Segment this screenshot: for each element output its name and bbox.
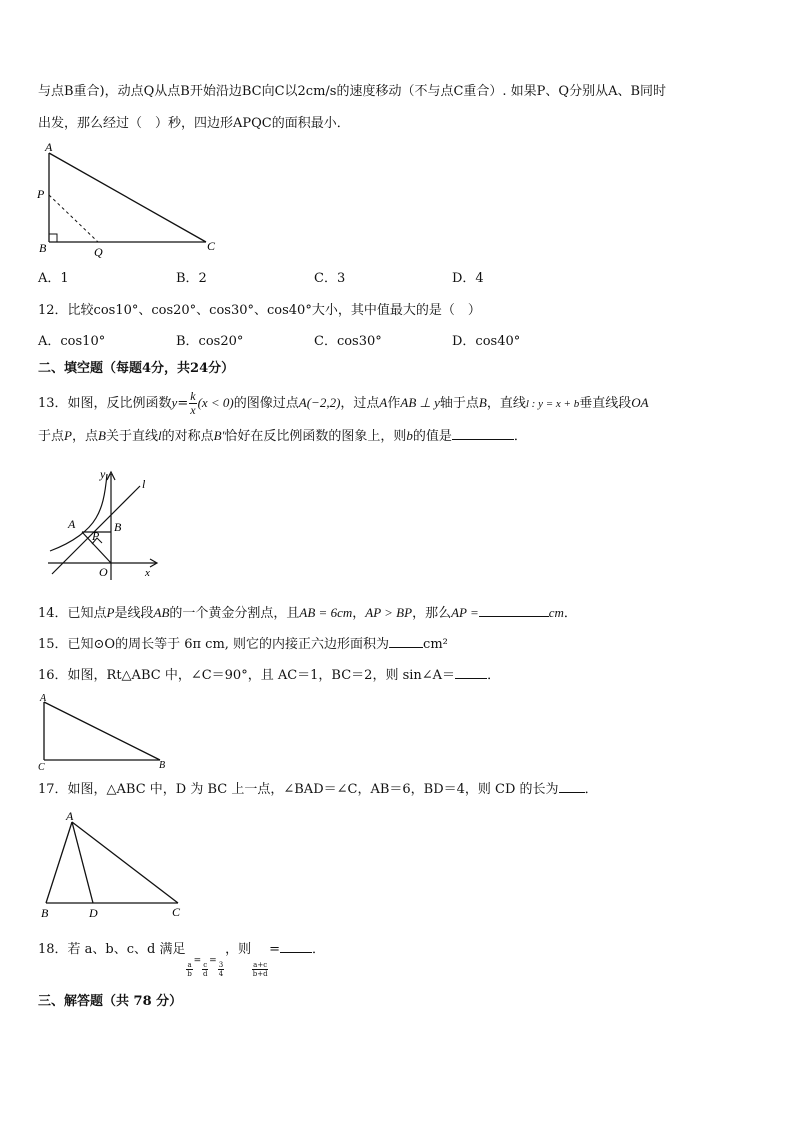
q17-line: [38, 780, 598, 799]
q12-option-d: D．cos40°: [452, 334, 521, 349]
q13-text-14: ．: [513, 429, 527, 444]
q16-line: [38, 666, 500, 685]
q13-text-5: 轴于点: [439, 396, 479, 411]
q13-a: A: [379, 395, 388, 410]
q18-frac-cd-num: c: [203, 961, 208, 969]
q15-text: 15．已知⊙O的周长等于 6π cm, 则它的内接正六边形面积为: [38, 637, 390, 652]
q13-text-3: ，过点: [340, 396, 380, 411]
q18-frac-34: [218, 961, 224, 978]
q16-text: 16．如图，Rt△ABC 中，∠C＝90°，且 AC＝1，BC＝2，则 sin∠A＝: [38, 668, 456, 683]
q18-frac-ab: [186, 961, 192, 978]
q14-cond2: AP > BP: [365, 605, 413, 620]
q16-label-B: B: [159, 760, 166, 771]
q17-answer-blank: [559, 780, 585, 793]
q13-frac-den: x: [190, 403, 196, 417]
q13-l: l: [157, 428, 162, 443]
q18-text-1: 18．若 a、b、c、d 满足: [38, 942, 186, 957]
q13-b-var: b: [406, 428, 413, 443]
q13-text-11: 的对称点: [161, 429, 214, 444]
q18-frac-cd-den: d: [202, 970, 208, 978]
q11-label-C: C: [207, 239, 216, 253]
q18-text-3: =: [269, 942, 281, 957]
q13-text-6: ，直线: [486, 396, 526, 411]
q17-end: ．: [584, 782, 598, 797]
q13-line-eq: l : y = x + b: [525, 398, 580, 410]
q16-figure: [34, 692, 174, 774]
q18-answer-blank: [280, 940, 312, 953]
q14-answer-blank: [479, 604, 549, 617]
q12-option-a: A．cos10°: [38, 334, 106, 349]
q17-label-A: A: [66, 809, 74, 823]
q13-text-12: 恰好在反比例函数的图象上，则: [224, 429, 407, 444]
q17-label-C: C: [172, 905, 181, 919]
q14-ap: AP =: [451, 605, 479, 620]
q13-text-8: 于点: [38, 429, 65, 444]
q15-unit: cm²: [423, 637, 448, 652]
q18-frac-sum-num: a+c: [253, 961, 268, 969]
q17-figure: [36, 808, 186, 920]
q11-line2: 出发，那么经过（ ）秒，四边形APQC的面积最小．: [38, 116, 350, 131]
q13-perp: AB ⊥ y: [400, 395, 440, 410]
q13-text-13: 的值是: [412, 429, 452, 444]
q12-option-c: C．cos30°: [314, 334, 382, 349]
q13-label-y: y: [100, 467, 106, 481]
q18-line: [38, 937, 325, 978]
q12-option-b: B．cos20°: [176, 334, 244, 349]
q13-b2: B: [97, 428, 106, 443]
q18-eq-2: =: [209, 956, 217, 966]
q13-label-B: B: [114, 520, 122, 534]
q14-text-5: ，那么: [412, 606, 452, 621]
q17-label-D: D: [89, 906, 98, 920]
q18-frac-sum: [252, 961, 268, 978]
q15-answer-blank: [389, 635, 423, 648]
q13-label-A: A: [68, 517, 76, 531]
q13-p: P: [64, 428, 72, 443]
q18-end: ．: [312, 942, 326, 957]
q11-figure: [34, 140, 224, 262]
q13-line1: [38, 390, 649, 417]
q13-label-O: O: [99, 565, 108, 579]
q13-label-x: x: [145, 567, 150, 579]
q16-label-C: C: [38, 762, 45, 773]
q13-y: y: [171, 395, 178, 410]
q11-option-c: C．3: [314, 271, 346, 286]
q13-text-7: 垂直线段: [579, 396, 632, 411]
q13-label-l: l: [142, 477, 146, 491]
q16-label-A: A: [40, 693, 47, 704]
q18-eq-1: =: [193, 956, 202, 966]
q17-label-B: B: [41, 906, 49, 920]
q14-text-2: 是线段: [114, 606, 154, 621]
q11-line1: 与点B重合)，动点Q从点B开始沿边BC向C以2cm/s的速度移动（不与点C重合）. 如果P、Q分别从A、B同时: [38, 84, 667, 99]
q16-end: ．: [487, 668, 501, 683]
q13-text-1: 13．如图，反比例函数: [38, 396, 172, 411]
q13-text-2: 的图像过点: [233, 396, 299, 411]
q18-frac-34-num: 3: [218, 961, 224, 969]
q11-label-P: P: [37, 187, 45, 201]
q13-point-a: A(−2,2): [298, 395, 341, 410]
q13-oa: OA: [631, 395, 649, 410]
q13-condition: (x < 0): [197, 395, 234, 410]
q14-ab: AB: [153, 605, 170, 620]
q13-frac-num: k: [190, 389, 196, 403]
q13-label-P: P: [92, 529, 100, 543]
q14-line: [38, 604, 577, 623]
q13-text-9: ，点: [71, 429, 98, 444]
q14-p: P: [106, 605, 115, 620]
q13-line2: [38, 427, 527, 446]
q16-answer-blank: [455, 666, 487, 679]
q18-frac-ab-num: a: [187, 961, 192, 969]
q13-answer-blank: [452, 427, 514, 440]
q14-unit: cm: [548, 605, 564, 620]
q11-option-a: A．1: [38, 271, 69, 286]
q18-text-2: ，则: [225, 942, 252, 957]
q14-end: ．: [563, 606, 577, 621]
q13-fraction: [189, 390, 196, 417]
q11-label-A: A: [45, 140, 53, 154]
q12-stem: 12．比较cos10°、cos20°、cos30°、cos40°大小，其中值最大的是（ ）: [38, 303, 481, 318]
q15-line: [38, 635, 448, 654]
q14-text-1: 14．已知点: [38, 606, 107, 621]
q14-text-4: ，: [352, 606, 366, 621]
q14-text-3: 的一个黄金分割点，且: [169, 606, 300, 621]
q13-bprime: B′: [213, 428, 225, 443]
q14-cond1: AB = 6cm: [299, 605, 353, 620]
q13-text-4: 作: [387, 396, 401, 411]
q17-text: 17．如图，△ABC 中，D 为 BC 上一点，∠BAD＝∠C，AB＝6，BD＝4，则 CD 的长为: [38, 782, 559, 797]
q18-frac-34-den: 4: [218, 970, 224, 978]
section3-title: 三、解答题（共 78 分）: [38, 994, 183, 1009]
q11-option-d: D．4: [452, 271, 484, 286]
q13-eq: =: [177, 396, 189, 411]
q13-text-10: 关于直线: [105, 429, 158, 444]
q18-frac-ab-den: b: [187, 970, 192, 978]
q18-frac-sum-den: b+d: [252, 970, 268, 978]
q18-frac-cd: [202, 961, 208, 978]
q13-b: B: [478, 395, 487, 410]
section2-title: 二、填空题（每题4分，共24分）: [38, 361, 235, 376]
q11-option-b: B．2: [176, 271, 207, 286]
q11-label-B: B: [39, 241, 47, 255]
q11-label-Q: Q: [94, 245, 103, 259]
q13-figure: [44, 466, 164, 582]
